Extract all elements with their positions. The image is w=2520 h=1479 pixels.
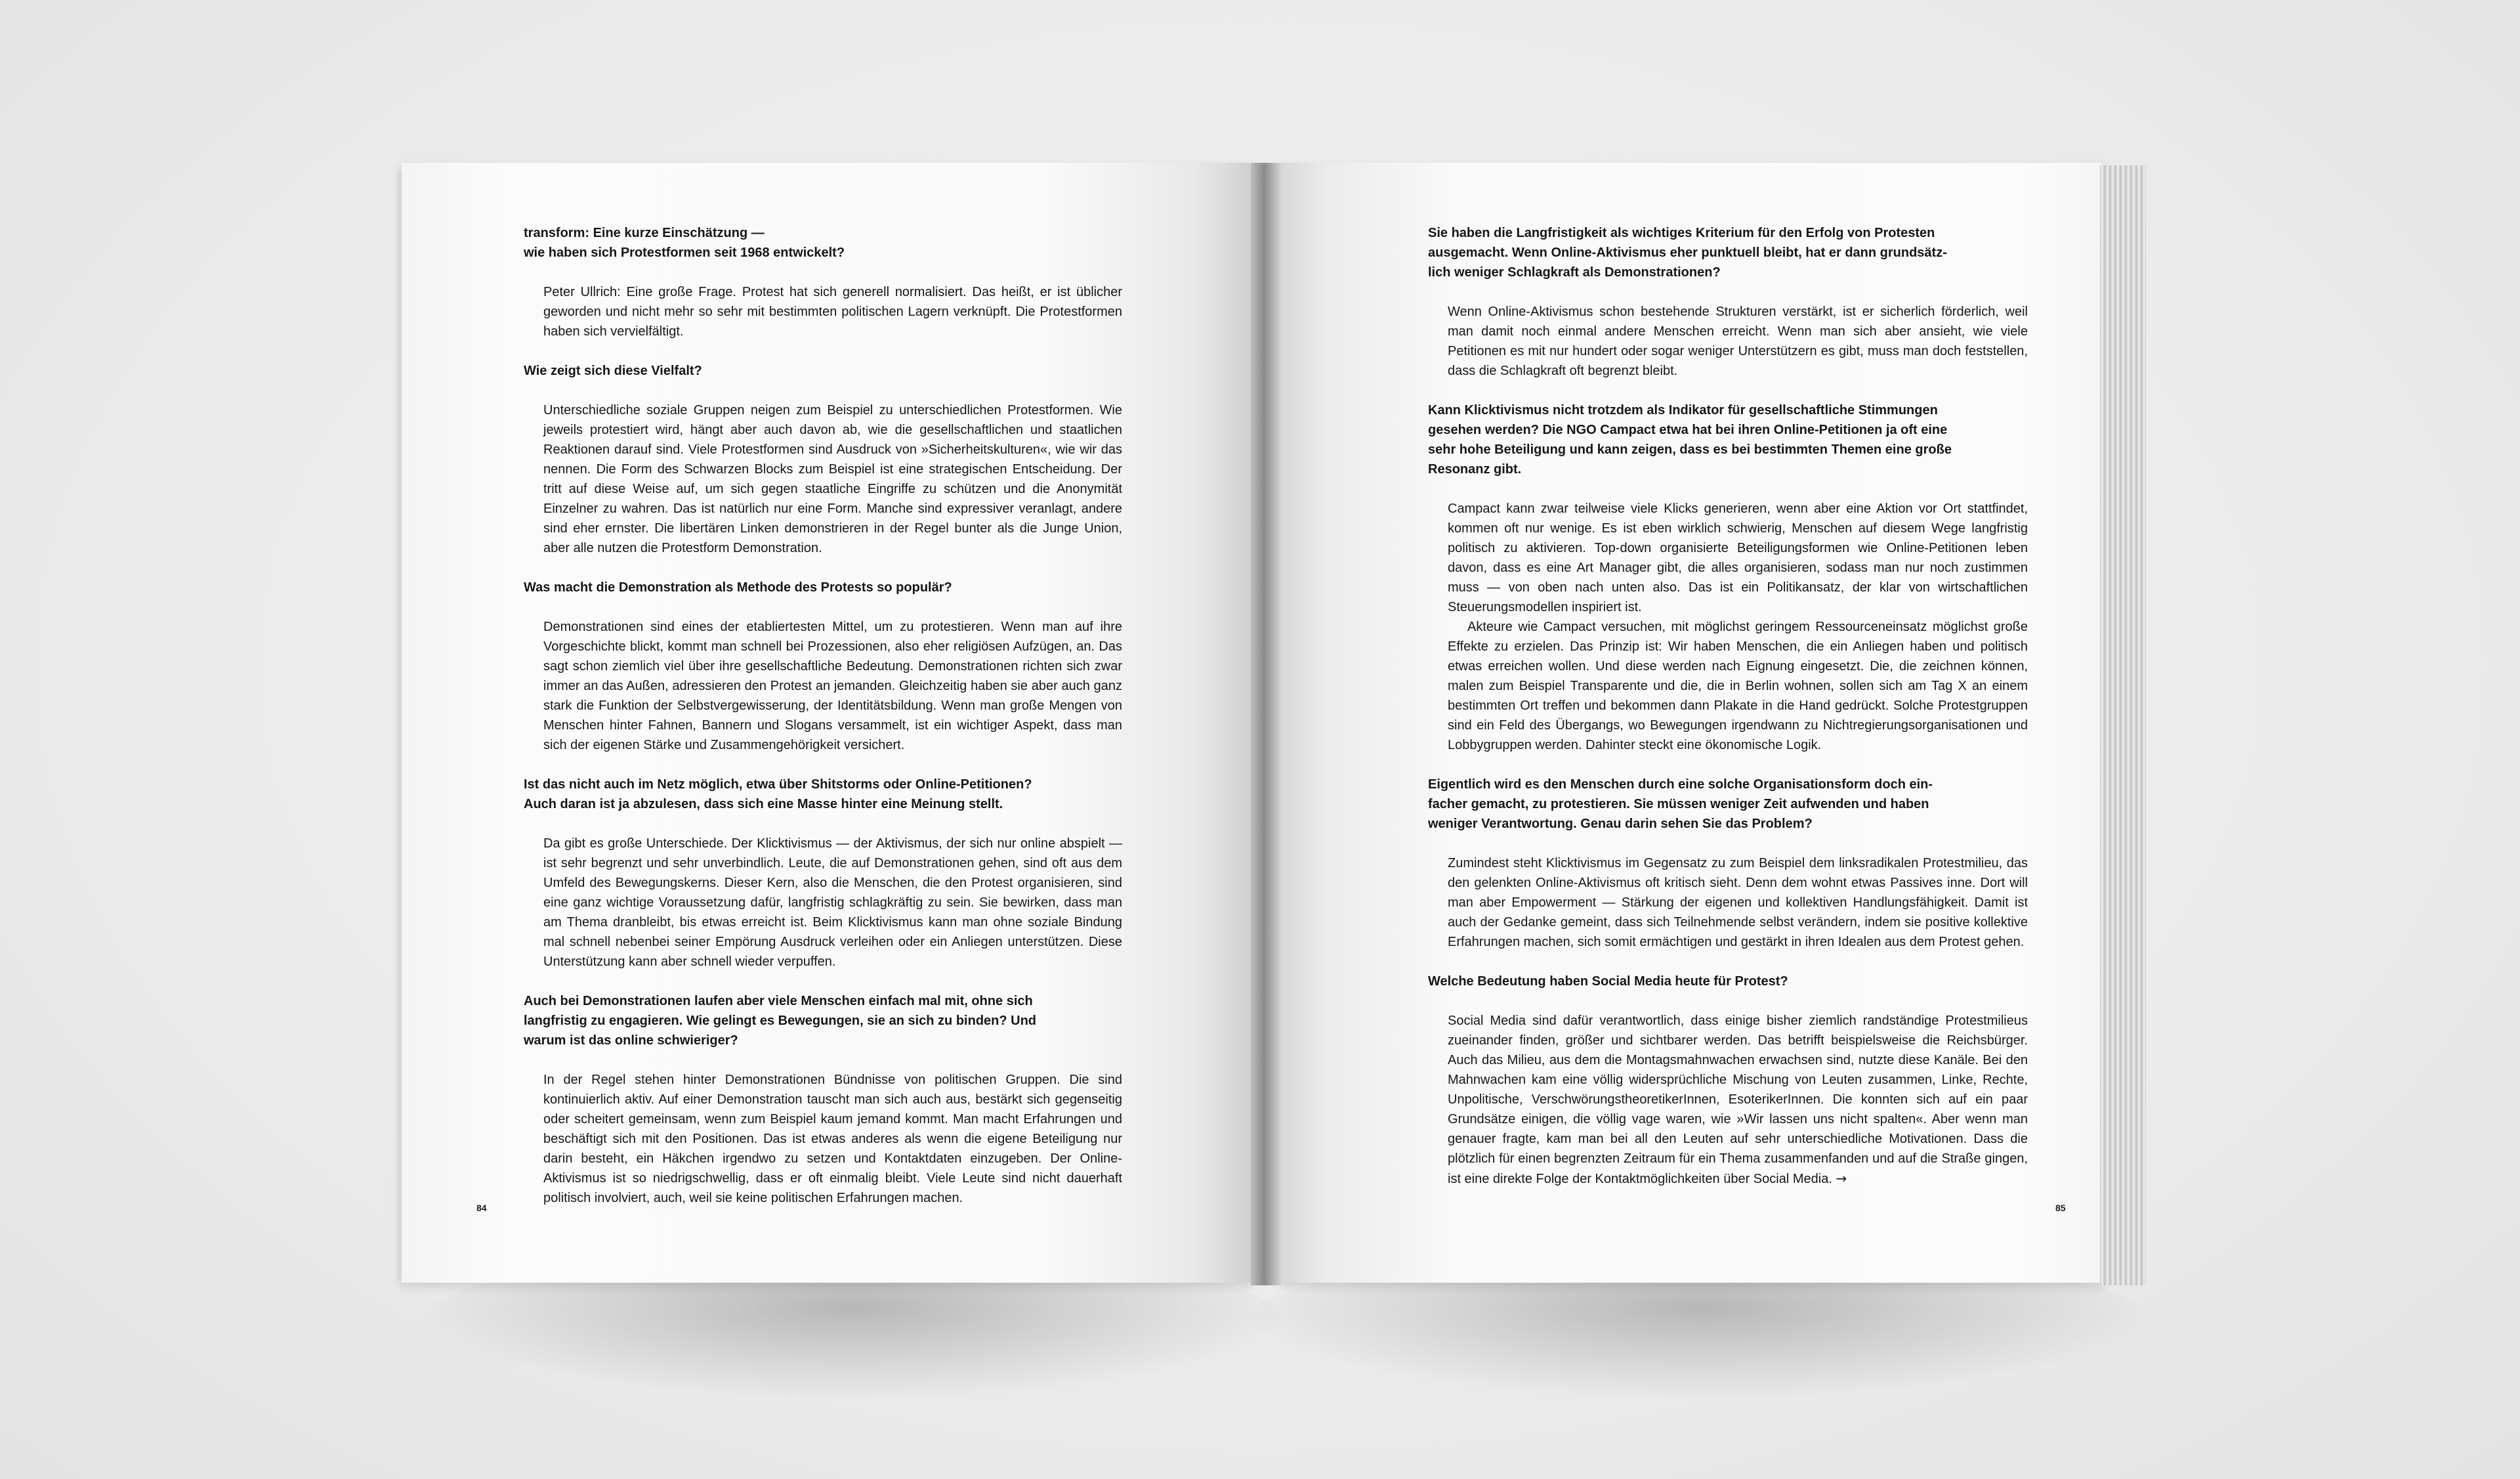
answer: Zumindest steht Klicktivismus im Gegensatz zu zum Beispiel dem linksradikalen Protestmilieu, das den gelenkten Online-Aktivismus oft kritisch sieht. Denn dem wohnt etwas Passives inne. Dort will man aber Empowerment — Stärkung der eigenen und kollektiven Handlungsfähigkeit. Damit ist auch der Gedanke gemeint, dass sich Teilnehmende selbst verändern, indem sie positive kollektive Erfahrungen machen, sich somit ermächtigen und gestärkt in ihren Idealen aus dem Protest gehen. bbox=[1448, 856, 2028, 949]
question: Ist das nicht auch im Netz möglich, etwa über Shitstorms oder Online-Petitionen? Auch daran ist ja abzulesen, dass sich eine Masse hinter eine Meinung stellt. bbox=[524, 777, 1032, 811]
answer: Da gibt es große Unterschiede. Der Klicktivismus — der Aktivismus, der sich nur online abspielt — ist sehr begrenzt und sehr unverbindlich. Leute, die auf Demonstrationen gehen, sind oft aus dem Umfeld des Bewegungskerns. Dieser Kern, also die Menschen, die den Protest organisieren, sind eine ganz wichtige Voraussetzung dafür, langfristig schlagkräftig zu sein. Sie bewirken, dass man am Thema dranbleibt, bis etwas erreicht ist. Beim Klicktivismus kann man ohne soziale Bindung mal schnell nebenbei seiner Empörung Ausdruck verleihen oder ein Anliegen unterstützen. Diese Unterstützung kann aber schnell wieder verpuffen. bbox=[543, 836, 1122, 969]
answer: Peter Ullrich: Eine große Frage. Protest hat sich generell normalisiert. Das heißt, er ist üblicher geworden und nicht mehr so sehr mit bestimmten politischen Lagern verknüpft. Die Protestformen haben sich vervielfältigt. bbox=[543, 285, 1122, 339]
question: Was macht die Demonstration als Methode des Protests so populär? bbox=[524, 580, 952, 595]
question: Auch bei Demonstrationen laufen aber viele Menschen einfach mal mit, ohne sich langfristig zu engagieren. Wie gelingt es Bewegungen, sie an sich zu binden? Und warum ist das online schwieriger? bbox=[524, 994, 1037, 1048]
answer: Demonstrationen sind eines der etabliertesten Mittel, um zu protestieren. Wenn man auf ihre Vorgeschichte blickt, kommt man schnell bei Prozessionen, also eher religiösen Aufzügen, an. Das sagt schon ziemlich viel über ihre gesellschaftliche Bedeutung. Demonstrationen richten sich zwar immer an das Außen, adressieren den Protest an jemanden. Gleichzeitig haben sie aber auch ganz stark die Funktion der Selbstvergewisserung, der Identitätsbildung. Wenn man große Mengen von Menschen hinter Fahnen, Bannern und Slogans versammelt, ist ein wichtiger Aspekt, dass man sich der eigenen Stärke und Zusammengehörigkeit versichert. bbox=[543, 620, 1122, 752]
question: Kann Klicktivismus nicht trotzdem als Indikator für gesellschaftliche Stimmungen gesehen werden? Die NGO Campact etwa hat bei ihren Online-Petitionen ja oft eine sehr hohe Beteiligung und kann zeigen, dass es bei bestimmten Themen eine große Resonanz gibt. bbox=[1428, 403, 1952, 477]
answer: Unterschiedliche soziale Gruppen neigen zum Beispiel zu unterschiedlichen Protestformen. Wie jeweils protestiert wird, hängt aber auch davon ab, wie die gesellschaftlichen und staatlichen Reaktionen darauf sind. Viele Protestformen sind Ausdruck von »Sicherheitskulturen«, wie wir das nennen. Die Form des Schwarzen Blocks zum Beispiel ist eine strategischen Entscheidung. Der tritt auf diese Weise auf, um sich gegen staatliche Eingriffe zu schützen und die Anonymität Einzelner zu wahren. Das ist natürlich nur eine Form. Manche sind expressiver veranlagt, andere sind eher ernster. Die libertären Linken demonstrieren in der Regel bunter als die Junge Union, aber alle nutzen die Protestform Demonstration. bbox=[543, 403, 1122, 555]
question: Wie zeigt sich diese Vielfalt? bbox=[524, 364, 702, 378]
page-number-left: 84 bbox=[476, 1203, 487, 1213]
left-page-text bbox=[524, 223, 1122, 1228]
right-page-edges bbox=[2100, 165, 2146, 1285]
question: Sie haben die Langfristigkeit als wichtiges Kriterium für den Erfolg von Protesten ausgemacht. Wenn Online-Aktivismus eher punktuell bleibt, hat er dann grundsätz- lich weniger Schlagkraft als Demonstrationen? bbox=[1428, 226, 1947, 280]
answer: Social Media sind dafür verantwortlich, dass einige bisher ziemlich randständige Protestmilieus zueinander finden, größer und sichtbarer werden. Das betrifft beispielsweise die Reichsbürger. Auch das Milieu, aus dem die Montagsmahnwachen erwachsen sind, nutzte diese Kanäle. Bei den Mahnwachen kam eine völlig widersprüchliche Mischung von Leuten zusammen, Linke, Rechte, Unpolitische, VerschwörungstheoretikerInnen, EsoterikerInnen. Die konnten sich auf ein paar Grundsätze einigen, die völlig vage waren, wie »Wir lassen uns nicht spalten«. Aber wenn man genauer fragte, kam man bei all den Leuten auf sehr unterschiedliche Motivationen. Dass die plötzlich für einen begrenzten Zeitraum für ein Thema zusammenfanden und auf die Straße gingen, ist eine direkte Folge der Kontaktmöglichkeiten über Social Media. → bbox=[1448, 1014, 2028, 1186]
answer: Campact kann zwar teilweise viele Klicks generieren, wenn aber eine Aktion vor Ort stattfindet, kommen oft nur wenige. Es ist eben wirklich schwierig, Menschen auf diesem Wege langfristig politisch zu aktivieren. Top-down organisierte Beteiligungsformen wie Online-Petitionen leben davon, dass es eine Art Manager gibt, die alles organisieren, sodass man nur noch zustimmen muss — von oben nach unten also. Das ist ein Politikansatz, der klar von wirtschaftlichen Steuerungsmodellen inspiriert ist. Akteure wie Campact versuchen, mit möglichst geringem Ressourceneinsatz möglichst große Effekte zu erzielen. Das Prinzip ist: Wir haben Menschen, die ein Anliegen haben und politisch etwas erreichen wollen. Und diese werden nach Eignung eingesetzt. Die, die zeichnen können, malen zum Beispiel Transparente und die, die in Berlin wohnen, sollen sich am Tag X an einem bestimmten Ort treffen und bekommen dann Plakate in die Hand gedrückt. Solche Protestgruppen sind ein Feld des Übergangs, wo Bewegungen irgendwann zu Nichtregierungsorganisationen und Lobbygruppen werden. Dahinter steckt eine ökonomische Logik. bbox=[1448, 502, 2028, 752]
right-page-text bbox=[1428, 223, 2028, 1209]
question: Eigentlich wird es den Menschen durch eine solche Organisationsform doch ein- facher gemacht, zu protestieren. Sie müssen weniger Zeit aufwenden und haben weniger Verantwortung. Genau darin sehen Sie das Problem? bbox=[1428, 777, 1933, 831]
answer: Wenn Online-Aktivismus schon bestehende Strukturen verstärkt, ist er sicherlich förderlich, weil man damit noch einmal andere Menschen erreicht. Wenn man sich aber ansieht, wie viele Petitionen es mit nur hundert oder sogar weniger Unterstützern es gibt, muss man doch feststellen, dass die Schlagkraft oft begrenzt bleibt. bbox=[1448, 305, 2028, 378]
book-gutter bbox=[1251, 163, 1281, 1285]
question: transform: Eine kurze Einschätzung — wie haben sich Protestformen seit 1968 entwickelt? bbox=[524, 226, 845, 260]
continue-arrow-icon: → bbox=[1836, 1170, 1847, 1186]
page-number-right: 85 bbox=[2055, 1203, 2066, 1213]
answer: In der Regel stehen hinter Demonstrationen Bündnisse von politischen Gruppen. Die sind kontinuierlich aktiv. Auf einer Demonstration tauscht man sich auch aus, bestärkt sich gegenseitig oder scheitert gemeinsam, wenn zum Beispiel kaum jemand kommt. Man macht Erfahrungen und beschäftigt sich mit den Positionen. Das ist etwas anderes als wenn die eigene Beteiligung nur darin besteht, ein Häkchen irgendwo zu setzen und Kontaktdaten einzugeben. Der Online-Aktivismus ist so niedrigschwellig, dass er oft einmalig bleibt. Viele Leute sind nicht dauerhaft politisch involviert, auch, weil sie keine politischen Erfahrungen machen. bbox=[543, 1073, 1122, 1205]
question: Welche Bedeutung haben Social Media heute für Protest? bbox=[1428, 974, 1788, 989]
